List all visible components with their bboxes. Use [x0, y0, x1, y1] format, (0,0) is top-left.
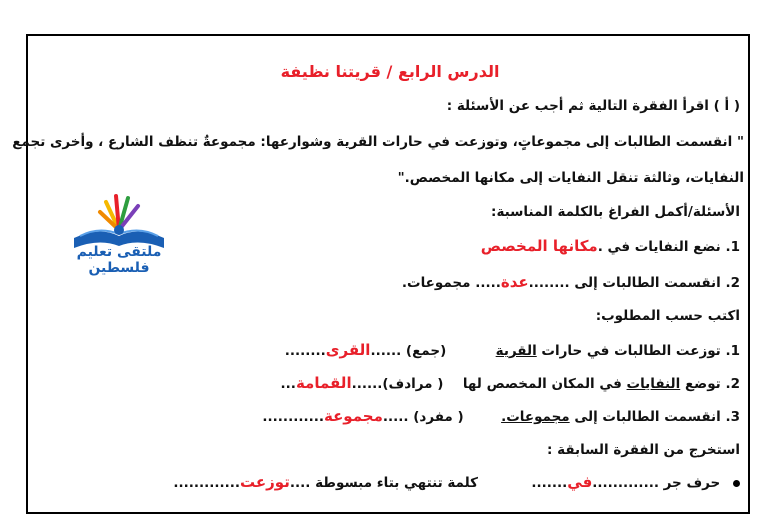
- fill-answer-2: عدة: [500, 273, 529, 291]
- paragraph-line-1: " انقسمت الطالبات إلى مجموعاتٍ، وتوزعت في حارات القرية وشوارعها: مجموعةٌ تنظف الشارع ، وأخرى تجمع: [12, 134, 744, 150]
- write-item-3: 3. انقسمت الطالبات إلى مجموعات. ( مفرد) .....مجموعة............: [262, 407, 740, 425]
- write-answer-2: القمامة: [295, 374, 352, 392]
- extract-answer-1: في: [567, 473, 593, 491]
- fill-answer-1: مكانها المخصص: [480, 237, 598, 255]
- fill-item-2: 2. انقسمت الطالبات إلى ........عدة..... مجموعات.: [401, 273, 740, 291]
- site-logo-text: ملتقى تعليم فلسطين: [76, 244, 162, 276]
- bullet-icon: [733, 480, 740, 487]
- paragraph-line-2: النفايات، وثالثة تنقل النفايات إلى مكانها المخصص.": [397, 170, 744, 186]
- write-answer-3: مجموعة: [323, 407, 383, 425]
- extract-heading: استخرج من الفقرة السابقة :: [547, 442, 740, 458]
- extract-item: حرف جر .............في....... كلمة تنتهي بتاء مبسوطة ....توزعت.............: [173, 472, 740, 493]
- fill-heading: الأسئلة/أكمل الفراغ بالكلمة المناسبة:: [491, 204, 740, 220]
- fill-item-1: 1. نضع النفايات في .مكانها المخصص: [480, 237, 740, 255]
- section-a-heading: ( أ ) اقرأ الفقرة التالية ثم أجب عن الأسئلة :: [446, 98, 740, 114]
- write-item-1: 1. توزعت الطالبات في حارات القرية (جمع) ......القرى........: [284, 341, 740, 359]
- write-heading: اكتب حسب المطلوب:: [595, 308, 740, 324]
- write-answer-1: القرى: [325, 341, 371, 359]
- extract-answer-2: توزعت: [240, 473, 290, 491]
- lesson-title: الدرس الرابع / قريتنا نظيفة: [280, 62, 500, 81]
- write-item-2: 2. توضع النفايات في المكان المخصص لها ( مرادف)......القمامة...: [280, 374, 740, 392]
